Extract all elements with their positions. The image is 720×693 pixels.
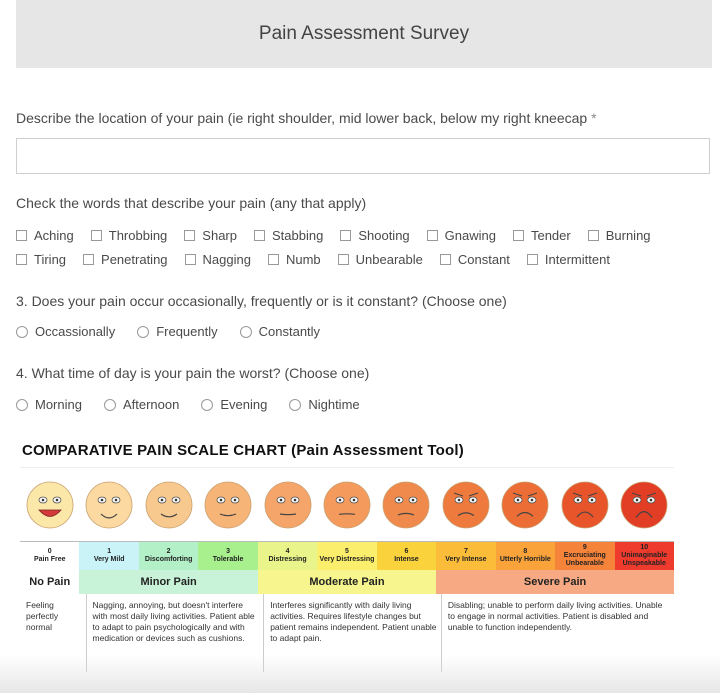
checkbox-shooting[interactable] (340, 228, 409, 243)
pain-face-7-icon (440, 479, 492, 531)
level-number: 1 (107, 548, 112, 555)
survey-header (16, 0, 712, 68)
checkbox-constant[interactable] (440, 252, 510, 267)
face-9 (555, 468, 614, 541)
level-number: 2 (166, 548, 171, 555)
face-4 (258, 468, 317, 541)
description-moderate-pain: Interferes significantly with daily living activities. Requires lifestyle changes but patient remains independent. Patient unable to adapt pain. (263, 594, 441, 672)
option-label: Sharp (202, 228, 237, 243)
level-8 (496, 542, 555, 570)
pain-scale-chart (20, 467, 674, 672)
checkbox[interactable] (83, 254, 94, 265)
radio-button[interactable] (104, 399, 116, 411)
level-label: Tolerable (212, 556, 244, 563)
category-severe-pain: Severe Pain (436, 570, 674, 594)
face-2 (139, 468, 198, 541)
level-10 (615, 542, 674, 570)
checkbox-row-2 (16, 252, 627, 267)
option-label: Evening (220, 397, 268, 412)
level-label: Very Intense (445, 556, 487, 563)
levels-row (20, 541, 674, 570)
level-label: Intense (394, 556, 419, 563)
option-label: Nagging (202, 252, 251, 267)
checkbox-nagging[interactable] (185, 252, 251, 267)
checkbox-numb[interactable] (268, 252, 321, 267)
category-minor-pain: Minor Pain (79, 570, 257, 594)
level-label: Distressing (268, 556, 307, 563)
checkbox[interactable] (185, 254, 196, 265)
radio-button[interactable] (240, 326, 252, 338)
radio-occassionally[interactable] (16, 324, 115, 339)
level-label: Very Mild (93, 556, 125, 563)
pain-face-1-icon (83, 479, 135, 531)
radio-button[interactable] (16, 399, 28, 411)
checkbox-aching[interactable] (16, 228, 74, 243)
radio-button[interactable] (137, 326, 149, 338)
option-label: Throbbing (108, 228, 168, 243)
level-number: 10 (640, 544, 649, 551)
question-location-label: Describe the location of your pain (ie right shoulder, mid lower back, below my right kneecap * (16, 110, 597, 126)
pain-face-3-icon (202, 479, 254, 531)
option-label: Frequently (156, 324, 218, 339)
face-1 (79, 468, 138, 541)
checkbox[interactable] (338, 254, 349, 265)
checkbox[interactable] (16, 230, 27, 241)
level-3 (198, 542, 257, 570)
checkbox-tiring[interactable] (16, 252, 66, 267)
checkbox[interactable] (268, 254, 279, 265)
pain-face-6-icon (380, 479, 432, 531)
option-label: Penetrating (101, 252, 168, 267)
checkbox-tender[interactable] (513, 228, 571, 243)
checkbox-unbearable[interactable] (338, 252, 423, 267)
radio-morning[interactable] (16, 397, 82, 412)
radio-nightime[interactable] (289, 397, 359, 412)
option-label: Constantly (258, 324, 321, 339)
option-label: Tiring (34, 252, 67, 267)
face-5 (317, 468, 376, 541)
pain-face-2-icon (143, 479, 195, 531)
option-label: Constant (457, 252, 510, 267)
checkbox[interactable] (527, 254, 538, 265)
description-severe-pain: Disabling; unable to perform daily living activities. Unable to engage in normal activities. Patient is disabled and unable to function independently. (441, 594, 674, 672)
face-10 (615, 468, 674, 541)
level-number: 5 (345, 548, 349, 555)
option-label: Morning (35, 397, 82, 412)
level-number: 6 (404, 548, 409, 555)
option-label: Burning (605, 228, 651, 243)
frequency-options (16, 324, 342, 339)
face-0 (20, 468, 79, 541)
description-minor-pain: Nagging, annoying, but doesn't interfere with most daily living activities. Patient able to adapt to pain psychologically and with medication or devices such as cushions. (86, 594, 264, 672)
face-3 (198, 468, 257, 541)
level-label: Excruciating Unbearable (563, 552, 606, 567)
time-options (16, 397, 382, 412)
level-number: 0 (47, 548, 52, 555)
option-label: Intermittent (544, 252, 610, 267)
level-0 (20, 542, 79, 570)
description-no-pain: Feeling perfectly normal (26, 600, 59, 632)
checkbox-sharp[interactable] (184, 228, 237, 243)
level-label: Pain Free (33, 556, 66, 563)
radio-button[interactable] (289, 399, 301, 411)
category-moderate-pain: Moderate Pain (258, 570, 436, 594)
question-time-label: 4. What time of day is your pain the worst? (Choose one) (16, 365, 370, 381)
level-number: 4 (285, 548, 290, 555)
level-number: 9 (582, 544, 587, 551)
required-marker: * (591, 110, 597, 126)
pain-face-8-icon (499, 479, 551, 531)
level-label: Very Distressing (319, 556, 375, 563)
pain-location-input[interactable] (16, 138, 710, 174)
option-label: Tender (530, 228, 571, 243)
option-label: Unbearable (355, 252, 423, 267)
radio-button[interactable] (201, 399, 213, 411)
checkbox[interactable] (340, 230, 351, 241)
level-label: Utterly Horrible (499, 556, 551, 563)
level-label: Discomforting (144, 556, 193, 563)
checkbox-throbbing[interactable] (91, 228, 168, 243)
checkbox[interactable] (16, 254, 27, 265)
option-label: Afternoon (122, 397, 180, 412)
option-label: Shooting (358, 228, 410, 243)
option-label: Occassionally (35, 324, 116, 339)
option-label: Nightime (308, 397, 360, 412)
level-5 (317, 542, 376, 570)
level-2 (139, 542, 198, 570)
level-number: 3 (226, 548, 231, 555)
level-1 (79, 542, 138, 570)
radio-frequently[interactable] (137, 324, 217, 339)
pain-chart-title: COMPARATIVE PAIN SCALE CHART (Pain Assessment Tool) (22, 442, 464, 459)
level-4 (258, 542, 317, 570)
question-frequency-label: 3. Does your pain occur occasionally, frequently or is it constant? (Choose one) (16, 293, 507, 309)
bottom-fade (0, 655, 720, 693)
option-label: Stabbing (272, 228, 324, 243)
checkbox[interactable] (254, 230, 265, 241)
checkbox[interactable] (427, 230, 438, 241)
checkbox-penetrating[interactable] (83, 252, 168, 267)
checkbox-stabbing[interactable] (254, 228, 323, 243)
face-7 (436, 468, 495, 541)
checkbox[interactable] (91, 230, 102, 241)
radio-constantly[interactable] (240, 324, 320, 339)
level-6 (377, 542, 436, 570)
pain-face-4-icon (262, 479, 314, 531)
checkbox[interactable] (440, 254, 451, 265)
radio-afternoon[interactable] (104, 397, 179, 412)
question-words-label: Check the words that describe your pain (any that apply) (16, 195, 367, 211)
level-7 (436, 542, 495, 570)
pain-face-9-icon (559, 479, 611, 531)
option-label: Numb (285, 252, 321, 267)
categories-row (20, 570, 674, 594)
pain-face-0-icon (24, 479, 76, 531)
page-title: Pain Assessment Survey (258, 23, 470, 44)
level-number: 8 (523, 548, 528, 555)
checkbox[interactable] (184, 230, 195, 241)
face-6 (377, 468, 436, 541)
faces-row (20, 467, 674, 541)
face-8 (496, 468, 555, 541)
option-label: Aching (34, 228, 74, 243)
pain-face-10-icon (618, 479, 670, 531)
checkbox-intermittent[interactable] (527, 252, 610, 267)
radio-button[interactable] (16, 326, 28, 338)
level-label: Unimaginable Unspeakable (621, 552, 668, 567)
level-number: 7 (463, 548, 468, 555)
option-label: Gnawing (444, 228, 496, 243)
checkbox[interactable] (588, 230, 599, 241)
checkbox-burning[interactable] (588, 228, 651, 243)
pain-face-5-icon (321, 479, 373, 531)
radio-evening[interactable] (201, 397, 267, 412)
category-no-pain: No Pain (20, 570, 79, 594)
checkbox-row-1 (16, 228, 668, 243)
level-9 (555, 542, 614, 570)
checkbox-gnawing[interactable] (427, 228, 496, 243)
checkbox[interactable] (513, 230, 524, 241)
